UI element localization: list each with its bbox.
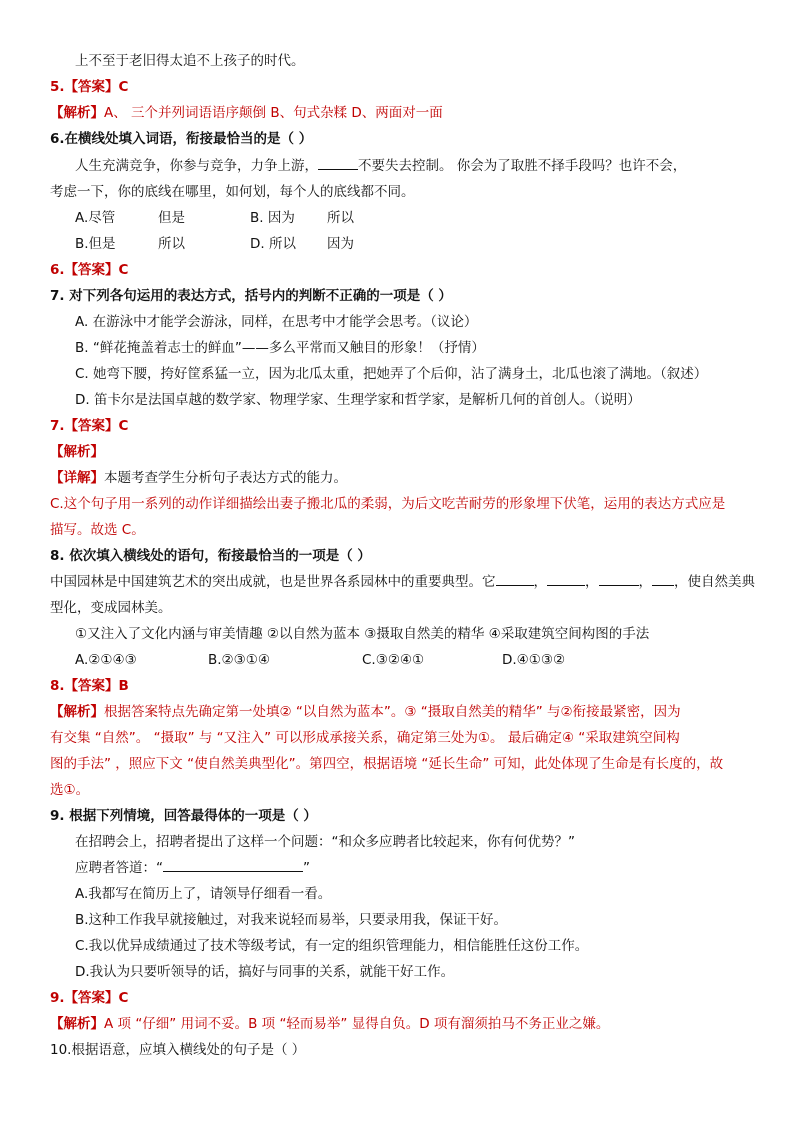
q8-passage-line2: 型化，变成园林美。 <box>50 600 172 616</box>
blank <box>163 858 303 872</box>
comma: ， <box>585 574 599 590</box>
q8-option-d: D.④①③② <box>502 652 566 668</box>
comma: ， <box>638 574 652 590</box>
q8-explanation-line1 <box>50 702 681 722</box>
q6-option-d-2: 因为 <box>327 236 354 252</box>
q5-answer: 5.【答案】C <box>50 79 129 95</box>
q7-analysis-label: 【解析】 <box>50 444 104 460</box>
passage-text: ，使自然美典 <box>674 574 755 590</box>
q9-option-a: A.我都写在简历上了，请领导仔细看一看。 <box>75 886 332 902</box>
q9-reply <box>75 858 310 878</box>
detail-label: 【详解】 <box>50 470 104 486</box>
q6-passage-line2: 考虑一下，你的底线在哪里，如何划，每个人的底线都不同。 <box>50 184 415 200</box>
intro-line: 上不至于老旧得太追不上孩子的时代。 <box>75 53 305 69</box>
q7-option-c: C. 她弯下腰，挎好筐系猛一立，因为北瓜太重，把她弄了个后仰，沾了满身土，北瓜也滚了满地。（叙述） <box>75 366 708 382</box>
passage-text: 不要失去控制。 你会为了取胜不择手段吗？也许不会， <box>358 158 687 174</box>
comma: ， <box>533 574 547 590</box>
q8-option-b: B.②③①④ <box>208 652 270 668</box>
q6-option-b: B. 因为 <box>250 210 295 226</box>
q6-option-c-2: 所以 <box>158 236 185 252</box>
detail-text: 本题考查学生分析句子表达方式的能力。 <box>104 470 347 486</box>
passage-text: 人生充满竞争，你参与竞争，力争上游， <box>75 158 318 174</box>
q10-stem: 10.根据语意，应填入横线处的句子是（ ） <box>50 1042 306 1058</box>
q7-option-b: B. “鲜花掩盖着志士的鲜血”——多么平常而又触目的形象！（抒情） <box>75 340 485 356</box>
passage-text: 中国园林是中国建筑艺术的突出成就，也是世界各系园林中的重要典型。它 <box>50 574 496 590</box>
q7-explanation-line1: C.这个句子用一系列的动作详细描绘出妻子搬北瓜的柔弱，为后文吃苦耐劳的形象埋下伏笔，运用的表达方式应是 <box>50 496 726 512</box>
q9-scene: 在招聘会上，招聘者提出了这样一个问题：“和众多应聘者比较起来，你有何优势？” <box>75 834 575 850</box>
q7-option-d: D. 笛卡尔是法国卓越的数学家、物理学家、生理学家和哲学家，是解析几何的首创人。（说明） <box>75 392 641 408</box>
q9-analysis <box>50 1014 609 1034</box>
blank <box>599 572 639 586</box>
q8-option-a: A.②①④③ <box>75 652 137 668</box>
q8-items: ①又注入了文化内涵与审美情趣 ②以自然为蓝本 ③摄取自然美的精华 ④采取建筑空间构图的手法 <box>75 626 650 642</box>
analysis-label: 【解析】 <box>50 1016 104 1032</box>
analysis-label: 【解析】 <box>50 704 104 720</box>
analysis-text: A、 三个并列词语语序颠倒 B、句式杂糅 D、两面对一面 <box>104 105 443 121</box>
q8-option-c: C.③②④① <box>362 652 425 668</box>
q7-stem: 7. 对下列各句运用的表达方式，括号内的判断不正确的一项是（ ） <box>50 288 452 304</box>
reply-text: ” <box>303 860 310 876</box>
q8-explanation-line2: 有交集 “自然”。 “摄取” 与 “又注入” 可以形成承接关系，确定第三处为①。 最后确定④ “采取建筑空间构 <box>50 730 680 746</box>
q6-option-b-2: 所以 <box>327 210 354 226</box>
q8-stem: 8. 依次填入横线处的语句，衔接最恰当的一项是（ ） <box>50 548 371 564</box>
q6-stem: 6.在横线处填入词语，衔接最恰当的是（ ） <box>50 131 313 147</box>
blank <box>547 572 585 586</box>
analysis-label: 【解析】 <box>50 105 104 121</box>
analysis-text: 根据答案特点先确定第一处填② “以自然为蓝本”。③ “摄取自然美的精华” 与②衔接最紧密，因为 <box>104 704 681 720</box>
q7-answer: 7.【答案】C <box>50 418 129 434</box>
q7-option-a: A. 在游泳中才能学会游泳，同样，在思考中才能学会思考。（议论） <box>75 314 478 330</box>
q8-answer: 8.【答案】B <box>50 678 129 694</box>
blank <box>496 572 534 586</box>
q6-answer: 6.【答案】C <box>50 262 129 278</box>
q8-passage-line1 <box>50 572 755 592</box>
q9-option-d: D.我认为只要听领导的话，搞好与同事的关系，就能干好工作。 <box>75 964 455 980</box>
q7-detail <box>50 468 347 488</box>
q6-option-d: D. 所以 <box>250 236 296 252</box>
reply-text: 应聘者答道：“ <box>75 860 163 876</box>
q8-explanation-line3: 图的手法” ，照应下文 “使自然美典型化”。第四空，根据语境 “延长生命” 可知，此处体现了生命是有长度的，故 <box>50 756 724 772</box>
q6-passage-line1 <box>75 156 686 176</box>
q9-answer: 9.【答案】C <box>50 990 129 1006</box>
analysis-text: A 项 “仔细” 用词不妥。B 项 “轻而易举” 显得自负。D 项有溜须拍马不务正业之嫌。 <box>104 1016 610 1032</box>
q9-option-b: B.这种工作我早就接触过，对我来说轻而易举，只要录用我，保证干好。 <box>75 912 508 928</box>
q6-option-c: B.但是 <box>75 236 116 252</box>
q7-explanation-line2: 描写。故选 C。 <box>50 522 145 538</box>
q6-option-a: A.尽管 <box>75 210 116 226</box>
q9-stem: 9. 根据下列情境，回答最得体的一项是（ ） <box>50 808 317 824</box>
blank <box>318 156 358 170</box>
q5-analysis <box>50 103 443 123</box>
q6-option-a-2: 但是 <box>158 210 185 226</box>
q9-option-c: C.我以优异成绩通过了技术等级考试，有一定的组织管理能力，相信能胜任这份工作。 <box>75 938 589 954</box>
q8-explanation-line4: 选①。 <box>50 782 90 798</box>
blank <box>652 572 674 586</box>
